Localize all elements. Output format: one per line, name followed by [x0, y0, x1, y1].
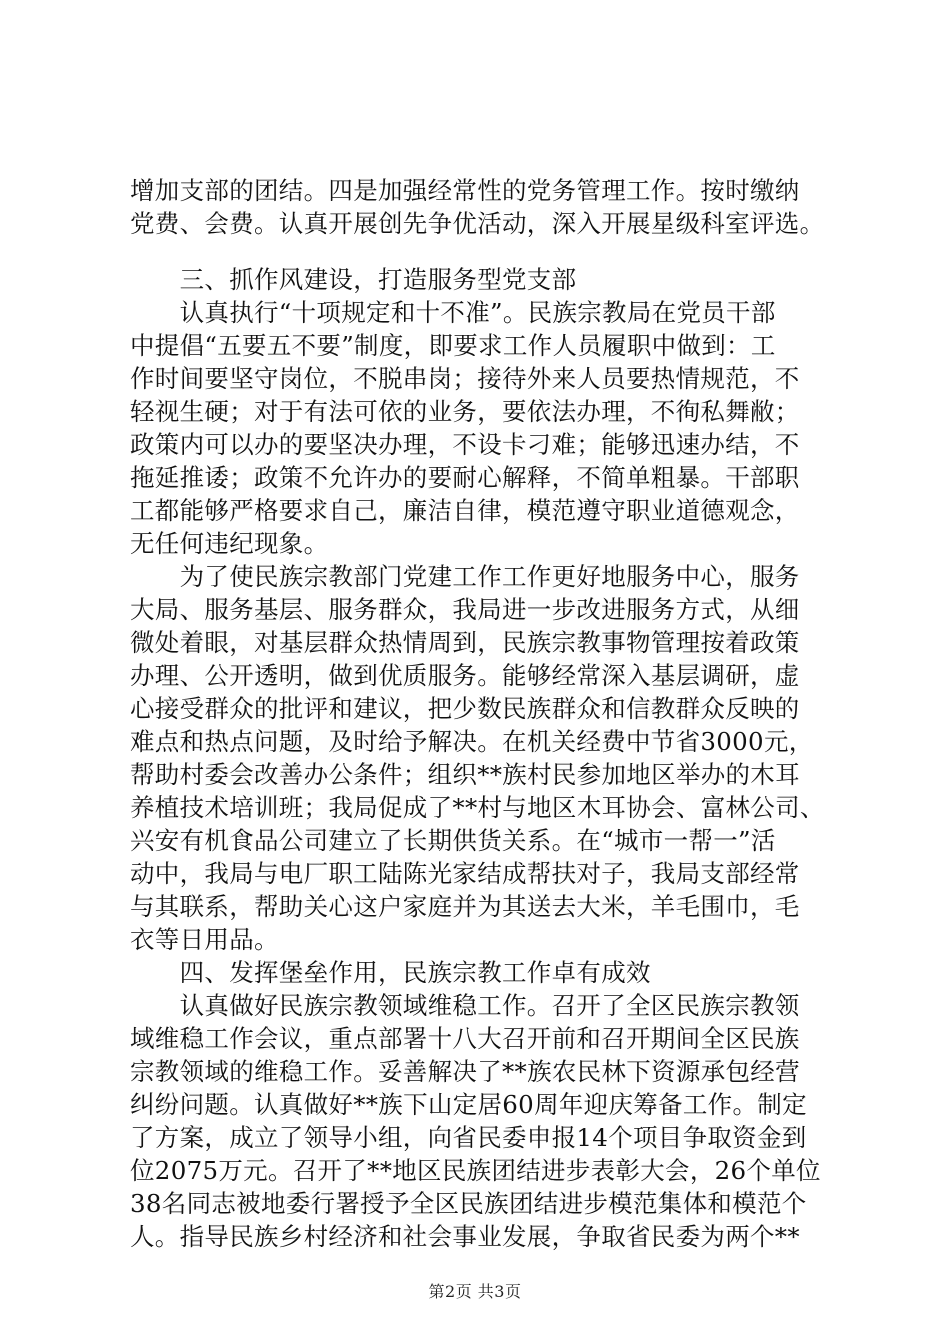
paragraph-line: 政策内可以办的要坚决办理，不设卡刁难；能够迅速办结，不	[130, 430, 800, 459]
paragraph-line: 帮助村委会改善办公条件；组织**族村民参加地区举办的木耳	[130, 760, 800, 789]
paragraph-line: 轻视生硬；对于有法可依的业务，要依法办理，不徇私舞敝；	[130, 397, 800, 426]
paragraph-line: 认真执行“十项规定和十不准”。民族宗教局在党员干部	[130, 298, 776, 327]
paragraph-line: 增加支部的团结。四是加强经常性的党务管理工作。按时缴纳	[130, 176, 800, 205]
paragraph-line: 了方案，成立了领导小组，向省民委申报14个项目争取资金到	[130, 1123, 807, 1152]
paragraph-line: 微处着眼，对基层群众热情周到，民族宗教事物管理按着政策	[130, 628, 800, 657]
paragraph-line: 纠纷问题。认真做好**族下山定居60周年迎庆筹备工作。制定	[130, 1090, 807, 1119]
paragraph-line: 兴安有机食品公司建立了长期供货关系。在“城市一帮一”活	[130, 826, 776, 855]
paragraph-line: 工都能够严格要求自己，廉洁自律，模范遵守职业道德观念，	[130, 496, 800, 525]
paragraph-line: 心接受群众的批评和建议，把少数民族群众和信教群众反映的	[130, 694, 800, 723]
paragraph-line: 中提倡“五要五不要”制度，即要求工作人员履职中做到：工	[130, 331, 776, 360]
paragraph-line: 拖延推诿；政策不允许办的要耐心解释，不简单粗暴。干部职	[130, 463, 800, 492]
paragraph-line: 衣等日用品。	[130, 925, 279, 954]
paragraph-line: 人。指导民族乡村经济和社会事业发展，争取省民委为两个**	[130, 1222, 800, 1251]
paragraph-line: 宗教领域的维稳工作。妥善解决了**族农民林下资源承包经营	[130, 1057, 800, 1086]
paragraph-line: 认真做好民族宗教领域维稳工作。召开了全区民族宗教领	[130, 991, 800, 1020]
paragraph-line: 无任何违纪现象。	[130, 529, 329, 558]
paragraph-line: 难点和热点问题，及时给予解决。在机关经费中节省3000元，	[130, 727, 814, 756]
paragraph-line: 与其联系，帮助关心这户家庭并为其送去大米，羊毛围巾，毛	[130, 892, 800, 921]
section-heading: 四、发挥堡垒作用，民族宗教工作卓有成效	[130, 958, 651, 987]
page-number-footer: 第2页 共3页	[428, 1282, 522, 1301]
paragraph-line: 党费、会费。认真开展创先争优活动，深入开展星级科室评选。	[130, 209, 825, 238]
section-heading: 三、抓作风建设，打造服务型党支部	[130, 265, 577, 294]
paragraph-line: 作时间要坚守岗位，不脱串岗；接待外来人员要热情规范，不	[130, 364, 800, 393]
paragraph-line: 动中，我局与电厂职工陆陈光家结成帮扶对子，我局支部经常	[130, 859, 800, 888]
paragraph-line: 为了使民族宗教部门党建工作工作更好地服务中心，服务	[130, 562, 800, 591]
paragraph-line: 位2075万元。召开了**地区民族团结进步表彰大会，26个单位	[130, 1156, 821, 1185]
paragraph-line: 大局、服务基层、服务群众，我局进一步改进服务方式，从细	[130, 595, 800, 624]
paragraph-line: 办理、公开透明，做到优质服务。能够经常深入基层调研，虚	[130, 661, 800, 690]
paragraph-line: 38名同志被地委行署授予全区民族团结进步模范集体和模范个	[130, 1189, 807, 1218]
paragraph-line: 养植技术培训班；我局促成了**村与地区木耳协会、富林公司、	[130, 793, 825, 822]
paragraph-line: 域维稳工作会议，重点部署十八大召开前和召开期间全区民族	[130, 1024, 800, 1053]
